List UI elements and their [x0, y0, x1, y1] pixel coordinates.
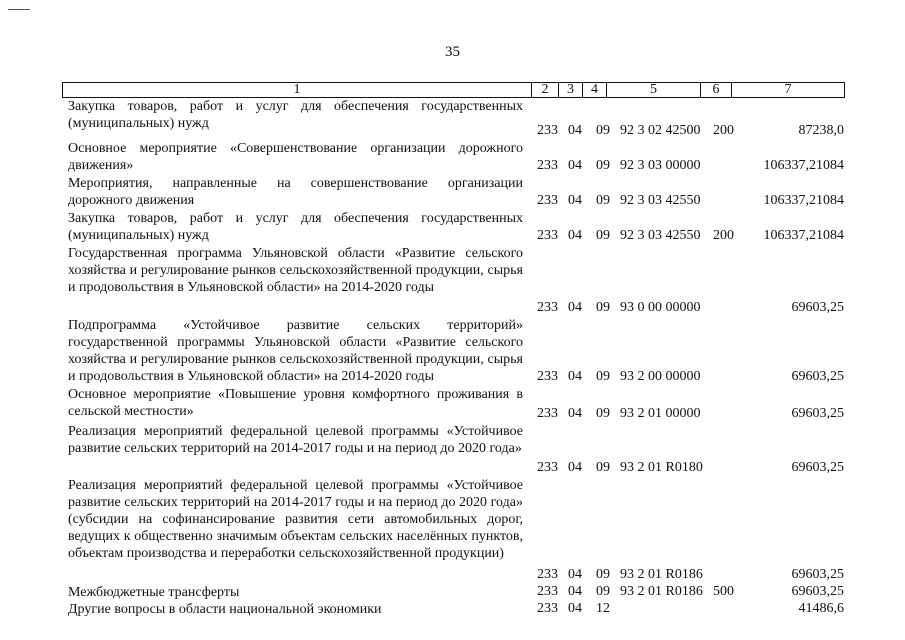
- row-codes: [0, 600, 905, 617]
- table-row: [0, 317, 905, 386]
- row-description: Реализация мероприятий федеральной целевой программы «Устойчивое развитие сельских территорий на 2014-2017 годы и на период до 2020 года» (субсидии на софинансирование развития сети автомобильных дорог, ведущих к общественно значимым объектам сельских населённых пунктов, объектам производства и переработки сельскохозяйственной продукции): [68, 478, 523, 561]
- col-header-7: 7: [784, 82, 792, 97]
- code-col-6: 200: [713, 123, 734, 138]
- code-col-4: 09: [596, 460, 610, 475]
- amount-col-7: 69603,25: [791, 369, 844, 384]
- code-col-4: 12: [596, 601, 610, 616]
- code-col-6: 200: [713, 228, 734, 243]
- code-col-2: 233: [537, 158, 558, 173]
- row-codes: [0, 299, 905, 316]
- code-col-2: 233: [537, 460, 558, 475]
- row-description: Основное мероприятие «Совершенствование организации дорожного движения»: [68, 141, 523, 173]
- code-col-2: 233: [537, 406, 558, 421]
- amount-col-7: 69603,25: [791, 567, 844, 582]
- amount-col-7: 41486,6: [798, 601, 844, 616]
- column-number-header: [62, 82, 845, 98]
- amount-col-7: 106337,21084: [763, 193, 844, 208]
- col-header-4: 4: [583, 83, 607, 97]
- row-description: Подпрограмма «Устойчивое развитие сельских территорий» государственной программы Ульяновской области «Развитие сельского хозяйства и регулирование рынков сельскохозяйственной продукции, сырья и продовольствия в Ульяновской области» на 2014-2020 годы: [68, 318, 523, 384]
- table-row: [0, 386, 905, 423]
- table-row: [0, 423, 905, 477]
- code-col-2: 233: [537, 193, 558, 208]
- row-description: Реализация мероприятий федеральной целевой программы «Устойчивое развитие сельских территорий на 2014-2017 годы и на период до 2020 года»: [68, 424, 523, 456]
- code-col-5: 93 2 01 R0186: [620, 567, 703, 582]
- col-header-2: 2: [532, 83, 559, 97]
- code-col-2: 233: [537, 369, 558, 384]
- code-col-4: 09: [596, 193, 610, 208]
- code-col-4: 09: [596, 300, 610, 315]
- code-col-5: 92 3 03 00000: [620, 158, 701, 173]
- code-col-5: 92 3 03 42550: [620, 228, 701, 243]
- code-col-4: 09: [596, 369, 610, 384]
- row-codes: [0, 157, 905, 174]
- code-col-2: 233: [537, 123, 558, 138]
- code-col-3: 04: [568, 228, 582, 243]
- amount-col-7: 106337,21084: [763, 158, 844, 173]
- code-col-5: 93 2 01 R0180: [620, 460, 703, 475]
- row-codes: [0, 192, 905, 209]
- code-col-6: 500: [713, 584, 734, 599]
- table-row: [0, 175, 905, 210]
- code-col-3: 04: [568, 601, 582, 616]
- table-row: [0, 477, 905, 584]
- col-header-3: 3: [559, 83, 583, 97]
- row-codes: [0, 122, 905, 139]
- table-row: [0, 98, 905, 140]
- code-col-2: 233: [537, 228, 558, 243]
- table-row: [0, 140, 905, 175]
- amount-col-7: 106337,21084: [763, 228, 844, 243]
- code-col-3: 04: [568, 567, 582, 582]
- code-col-3: 04: [568, 460, 582, 475]
- code-col-4: 09: [596, 158, 610, 173]
- code-col-3: 04: [568, 193, 582, 208]
- code-col-4: 09: [596, 406, 610, 421]
- row-description: Основное мероприятие «Повышение уровня комфортного проживания в сельской местности»: [68, 387, 523, 419]
- amount-col-7: 69603,25: [791, 406, 844, 421]
- amount-col-7: 69603,25: [791, 300, 844, 315]
- code-col-5: 93 2 01 R0186: [620, 584, 703, 599]
- amount-col-7: 87238,0: [798, 123, 844, 138]
- code-col-2: 233: [537, 567, 558, 582]
- row-codes: [0, 405, 905, 422]
- code-col-3: 04: [568, 406, 582, 421]
- row-codes: [0, 368, 905, 385]
- budget-table-body: [0, 98, 905, 618]
- row-description: Государственная программа Ульяновской области «Развитие сельского хозяйства и регулирование рынков сельскохозяйственной продукции, сырья и продовольствия в Ульяновской области» на 2014-2020 годы: [68, 246, 523, 295]
- row-description: Мероприятия, направленные на совершенствование организации дорожного движения: [68, 176, 523, 208]
- row-codes: [0, 583, 905, 600]
- code-col-4: 09: [596, 584, 610, 599]
- corner-mark: [8, 9, 30, 10]
- row-description: Межбюджетные трансферты: [68, 585, 240, 600]
- table-row: [0, 584, 905, 601]
- code-col-5: 92 3 02 42500: [620, 123, 701, 138]
- code-col-3: 04: [568, 158, 582, 173]
- code-col-2: 233: [537, 601, 558, 616]
- code-col-3: 04: [568, 123, 582, 138]
- code-col-3: 04: [568, 369, 582, 384]
- code-col-3: 04: [568, 300, 582, 315]
- code-col-2: 233: [537, 300, 558, 315]
- row-description: Другие вопросы в области национальной экономики: [68, 602, 382, 617]
- code-col-5: 93 0 00 00000: [620, 300, 701, 315]
- code-col-5: 92 3 03 42550: [620, 193, 701, 208]
- table-row: [0, 601, 905, 618]
- code-col-2: 233: [537, 584, 558, 599]
- row-codes: [0, 227, 905, 244]
- code-col-4: 09: [596, 228, 610, 243]
- row-description: Закупка товаров, работ и услуг для обеспечения государственных (муниципальных) нужд: [68, 211, 523, 243]
- amount-col-7: 69603,25: [791, 584, 844, 599]
- code-col-5: 93 2 00 00000: [620, 369, 701, 384]
- row-description: Закупка товаров, работ и услуг для обеспечения государственных (муниципальных) нужд: [68, 99, 523, 131]
- code-col-5: 93 2 01 00000: [620, 406, 701, 421]
- row-codes: [0, 566, 905, 583]
- amount-col-7: 69603,25: [791, 460, 844, 475]
- code-col-3: 04: [568, 584, 582, 599]
- code-col-4: 09: [596, 123, 610, 138]
- table-row: [0, 210, 905, 245]
- col-header-6: 6: [701, 83, 732, 97]
- page-number: 35: [445, 44, 460, 60]
- col-header-5: 5: [607, 83, 701, 97]
- col-header-1: 1: [63, 83, 532, 97]
- code-col-4: 09: [596, 567, 610, 582]
- row-codes: [0, 459, 905, 476]
- table-row: [0, 245, 905, 317]
